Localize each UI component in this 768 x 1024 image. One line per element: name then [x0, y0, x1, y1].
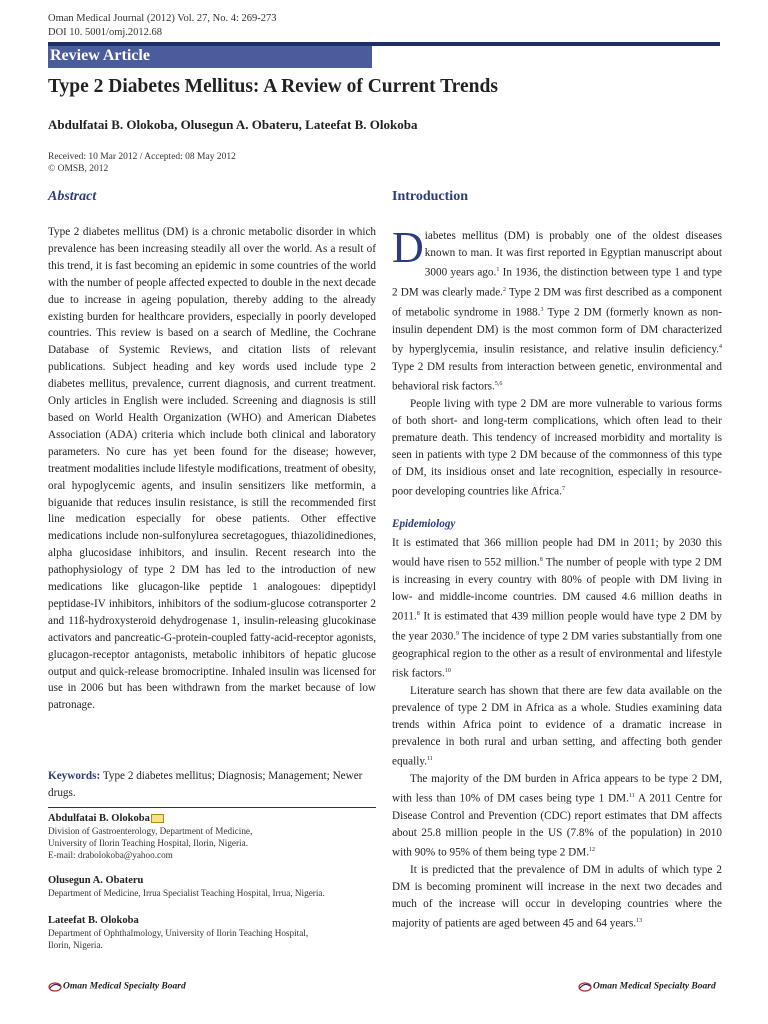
mail-icon[interactable]: [151, 814, 164, 823]
keywords-label: Keywords:: [48, 770, 101, 782]
epidemiology-paragraph-1: It is estimated that 366 million people had DM in 2011; by 2030 this would have risen to 552 million.$^8$ The number of people with type 2 DM is increasing in every country with 80% of people with DM living in low- and middle-income countries. DM caused 4.6 million deaths in 2011.$^8$ It is estimated that 439 million people would have type 2 DM by the year 2030.$^9$ The incidence of type 2 DM varies substantially from one geographical region to the other as a result of environmental and lifestyle risk factors.$^{10}$: [392, 536, 723, 680]
intro-paragraph-2: People living with type 2 DM are more vulnerable to various forms of both short- and long-term complications, which often lead to their premature death. This tendency of increased morbidity and mortality is seen in patients with type 2 DM because of the commonness of this type of DM, its insidious onset and late recognition, especially in resource-poor developing countries like Africa.$^7$: [392, 397, 722, 498]
article-dates: [48, 151, 236, 175]
epidemiology-paragraph-2: Literature search has shown that there are few data available on the prevalence of type 2 DM in Africa as a whole. Studies examining data trends within Africa point to evidence of a dramatic increase in prevalence in both rural and urban setting, and affecting both gender equally.$^{11}$: [392, 684, 722, 768]
footer-right: Oman Medical Specialty Board: [578, 981, 716, 992]
affiliation-2: [48, 874, 378, 899]
affiliation-name: Lateefat B. Olokoba: [48, 915, 139, 926]
epidemiology-heading: Epidemiology: [392, 517, 456, 530]
received-accepted: Received: 10 Mar 2012 / Accepted: 08 May 2012: [48, 152, 236, 162]
journal-citation: [48, 12, 277, 40]
article-title: Type 2 Diabetes Mellitus: A Review of Current Trends: [48, 76, 498, 97]
drop-cap: D: [392, 223, 424, 272]
affiliation-line: Department of Medicine, Irrua Specialist Teaching Hospital, Irrua, Nigeria.: [48, 888, 325, 898]
epidemiology-paragraph-4: It is predicted that the prevalence of DM in adults of which type 2 DM is becoming prominent will increase in the next two decades and much of the increase will occur in developing countries where the majority of patients are aged between 45 and 64 years.$^{13}$: [392, 863, 722, 930]
affiliation-line: Department of Ophthalmology, University of Ilorin Teaching Hospital,: [48, 928, 309, 938]
email-link[interactable]: E-mail: drabolokoba@yahoo.com: [48, 850, 173, 861]
affiliation-3: [48, 914, 378, 951]
affiliation-line: Division of Gastroenterology, Department of Medicine,: [48, 826, 253, 836]
epidemiology-paragraph-3: The majority of the DM burden in Africa appears to be type 2 DM, with less than 10% of DM cases being type 1 DM.$^{11}$ A 2011 Centre for Disease Control and Prevention (CDC) report estimates that DM affects about 25.8 million people in the US (7.8% of the population) in 2010 with 90% to 95% of them being type 2 DM.$^{12}$: [392, 772, 722, 859]
affiliation-divider: [48, 807, 376, 808]
affiliation-line: Ilorin, Nigeria.: [48, 940, 103, 951]
affiliation-1: [48, 812, 378, 862]
omsb-logo-icon: [48, 981, 62, 992]
abstract-heading: Abstract: [48, 189, 97, 204]
keywords-text: Type 2 diabetes mellitus; Diagnosis; Management; Newer drugs.: [48, 770, 363, 799]
keywords: [48, 768, 376, 802]
affiliation-name: Olusegun A. Obateru: [48, 875, 144, 886]
doi-line: DOI 10. 5001/omj.2012.68: [48, 27, 163, 38]
author-list: Abdulfatai B. Olokoba, Olusegun A. Obateru, Lateefat B. Olokoba: [48, 117, 418, 132]
introduction-heading: Introduction: [392, 189, 468, 204]
introduction-body: [392, 223, 723, 933]
omsb-logo-icon: [578, 981, 592, 992]
journal-line: Oman Medical Journal (2012) Vol. 27, No. 4: 269-273: [48, 13, 277, 24]
abstract-text: Type 2 diabetes mellitus (DM) is a chronic metabolic disorder in which prevalence has been increasing steadily all over the world. As a result of this trend, it is fast becoming an epidemic in some countries of the world with the number of people affected expected to double in the next decade due to increase in ageing population, thereby adding to the already existing burden for healthcare providers, especially in poorly developed countries. This review is based on a search of Medline, the Cochrane Database of Systemic Reviews, and citation lists of relevant publications. Subject heading and key words used include type 2 diabetes mellitus, prevalence, current diagnosis, and current treatment. Only articles in English were included. Screening and diagnosis is still based on World Health Organization (WHO) and American Diabetes Association (ADA) criteria which include both clinical and laboratory parameters. No cure has yet been found for the disease; however, treatment modalities include lifestyle modifications, treatment of obesity, oral hypoglycemic agents, and insulin sensitizers like metformin, a biguanide that reduces insulin resistance, is still the recommended first line medication especially for obese patients. Other effective medications include non-sulfonylurea secretagogues, thiazolidinediones, alpha glucosidase inhibitors, and insulin. Recent research into the pathophysiology of type 2 DM has led to the introduction of new medications like glucagon-like peptide 1 analogoues: dipeptidyl peptidase-IV inhibitors, inhibitors of the sodium-glucose cotransporter 2 and 11ß-hydroxysteroid dehydrogenase 1, insulin-releasing glucokinase activators and pancreatic-G-protein-coupled fatty-acid-receptor agonists, glucagon-receptor antagonists, metabolic inhibitors of hepatic glucose output and quick-release bromocriptine. Inhaled insulin was licensed for use in 2006 but has been withdrawn from the market because of low patronage.: [48, 226, 376, 712]
affiliation-line: University of Ilorin Teaching Hospital, Ilorin, Nigeria.: [48, 838, 248, 849]
copyright: © OMSB, 2012: [48, 164, 109, 174]
intro-paragraph-1: Diabetes mellitus (DM) is probably one of the oldest diseases known to man. It was first reported in Egyptian manuscript about 3000 years ago.$^1$ In 1936, the distinction between type 1 and type 2 DM was clearly made.$^2$ Type 2 DM was first described as a component of metabolic syndrome in 1988.$^3$ Type 2 DM (formerly known as non-insulin dependent DM) is the most common form of DM characterized by hyperglycemia, insulin resistance, and relative insulin deficiency.$^4$ Type 2 DM results from interaction between genetic, environmental and behavioral risk factors.$^{5,6}$: [392, 223, 723, 393]
footer-left: Oman Medical Specialty Board: [48, 981, 186, 992]
article-type-label: Review Article: [48, 46, 372, 68]
affiliation-name: Abdulfatai B. Olokoba: [48, 812, 378, 825]
